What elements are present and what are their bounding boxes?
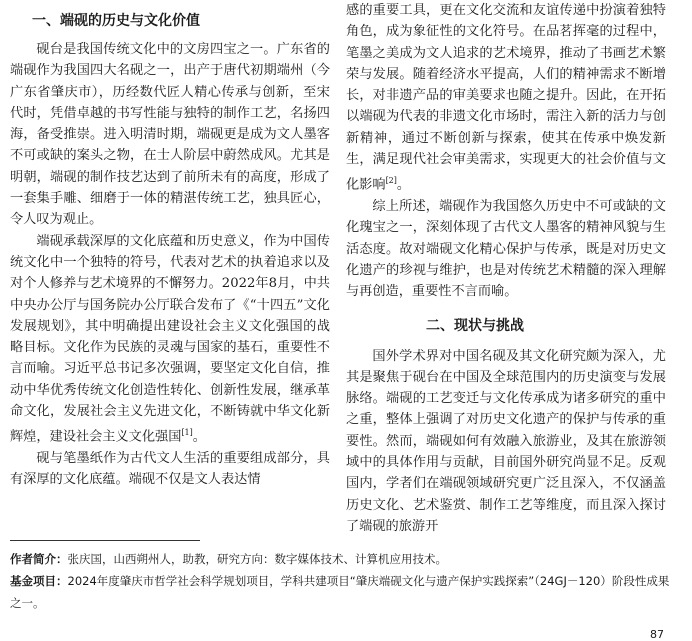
section-heading-1: 一、端砚的历史与文化价值 xyxy=(32,13,200,29)
author-footnote xyxy=(10,548,670,570)
page-number: 87 xyxy=(650,628,664,641)
paragraph-4: 综上所述，端砚作为我国悠久历史中不可或缺的文化瑰宝之一，深刻体现了古代文人墨客的精神风貌与生活态度。故对端砚文化精心保护与传承，既是对历史文化遗产的珍视与维护，也是对传统艺术精髓的深入理解与再创造，重要性不言而喻。 xyxy=(346,199,666,300)
citation-2: [2] xyxy=(385,176,397,186)
right-column xyxy=(346,0,666,537)
paragraph-1: 砚台是我国传统文化中的文房四宝之一。广东省的端砚作为我国四大名砚之一，出产于唐代初期端州（今广东省肇庆市），历经数代匠人精心传承与创新，至宋代时，凭借卓越的书写性能与独特的制作工艺，名扬四海，备受推崇。进入明清时期，端砚更是成为文人墨客不可或缺的案头之物，在士人阶层中蔚然成风。尤其是明朝，端砚的制作技艺达到了前所未有的高度，形成了一套集手雕、细磨于一体的精湛传统工艺，独具匠心，令人叹为观止。 xyxy=(10,42,330,228)
paragraph-2-text: 端砚承载深厚的文化底蕴和历史意义，作为中国传统文化中一个独特的符号，代表对艺术的执着追求以及对个人修养与艺术境界的不懈努力。2022年8月，中共中央办公厅与国务院办公厅联合发布了《“十四五”文化发展规划》，其中明确提出建设社会主义文化强国的战略目标。文化作为民族的灵魂与国家的基石，重要性不言而喻。习近平总书记多次强调，要坚定文化自信，推动中华优秀传统文化创造性转化、创新性发展，继承革命文化，发展社会主义先进文化，不断铸就中华文化新辉煌，建设社会主义文化强国 xyxy=(10,233,330,445)
fund-label: 基金项目： xyxy=(10,574,68,588)
section-heading-2: 二、现状与挑战 xyxy=(426,317,524,334)
fund-text: 2024年度肇庆市哲学社会科学规划项目，学科共建项目“肇庆端砚文化与遗产保护实践探索”（24GJ－120）阶段性成果之一。 xyxy=(10,574,670,610)
paragraph-3-end: 。 xyxy=(396,177,411,193)
left-column xyxy=(10,0,330,491)
footnote-divider xyxy=(10,540,200,541)
paragraph-2-end: 。 xyxy=(192,429,206,445)
paragraph-5: 国外学术界对中国名砚及其文化研究颇为深入，尤其是聚焦于砚台在中国及全球范围内的历史演变与发展脉络。端砚的工艺变迁与文化传承成为诸多研究的重中之重，整体上强调了对历史文化遗产的保护与传承的重要性。然而，端砚如何有效融入旅游业，及其在旅游领域中的具体作用与贡献，目前国外研究尚显不足。反观国内，学者们在端砚领域研究更广泛且深入，不仅涵盖历史文化、艺术鉴赏、制作工艺等维度，而且深入探讨了端砚的旅游开 xyxy=(346,348,666,534)
author-text: 张庆国，山西朔州人，助教，研究方向：数字媒体技术、计算机应用技术。 xyxy=(67,552,447,566)
fund-footnote xyxy=(10,570,670,614)
author-label: 作者简介： xyxy=(10,552,68,566)
citation-1: [1] xyxy=(181,428,193,438)
paragraph-3-continued-text: 感的重要工具，更在文化交流和友谊传递中扮演着独特角色，成为象征性的文化符号。在品茗挥毫的过程中，笔墨之美成为文人追求的艺术境界，推动了书画艺术繁荣与发展。随着经济水平提高，人们的精神需求不断增长，对非遗产品的审美要求也随之提升。因此，在开拓以端砚为代表的非遗文化市场时，需注入新的活力与创新精神，通过不断创新与探索，使其在传承中焕发新生，满足现代社会审美需求，实现更大的社会价值与文化影响 xyxy=(346,3,666,193)
paragraph-2 xyxy=(10,231,330,448)
paragraph-3-continued xyxy=(346,0,666,196)
paragraph-3: 砚与笔墨纸作为古代文人生活的重要组成部分，具有深厚的文化底蕴。端砚不仅是文人表达情 xyxy=(10,451,330,488)
